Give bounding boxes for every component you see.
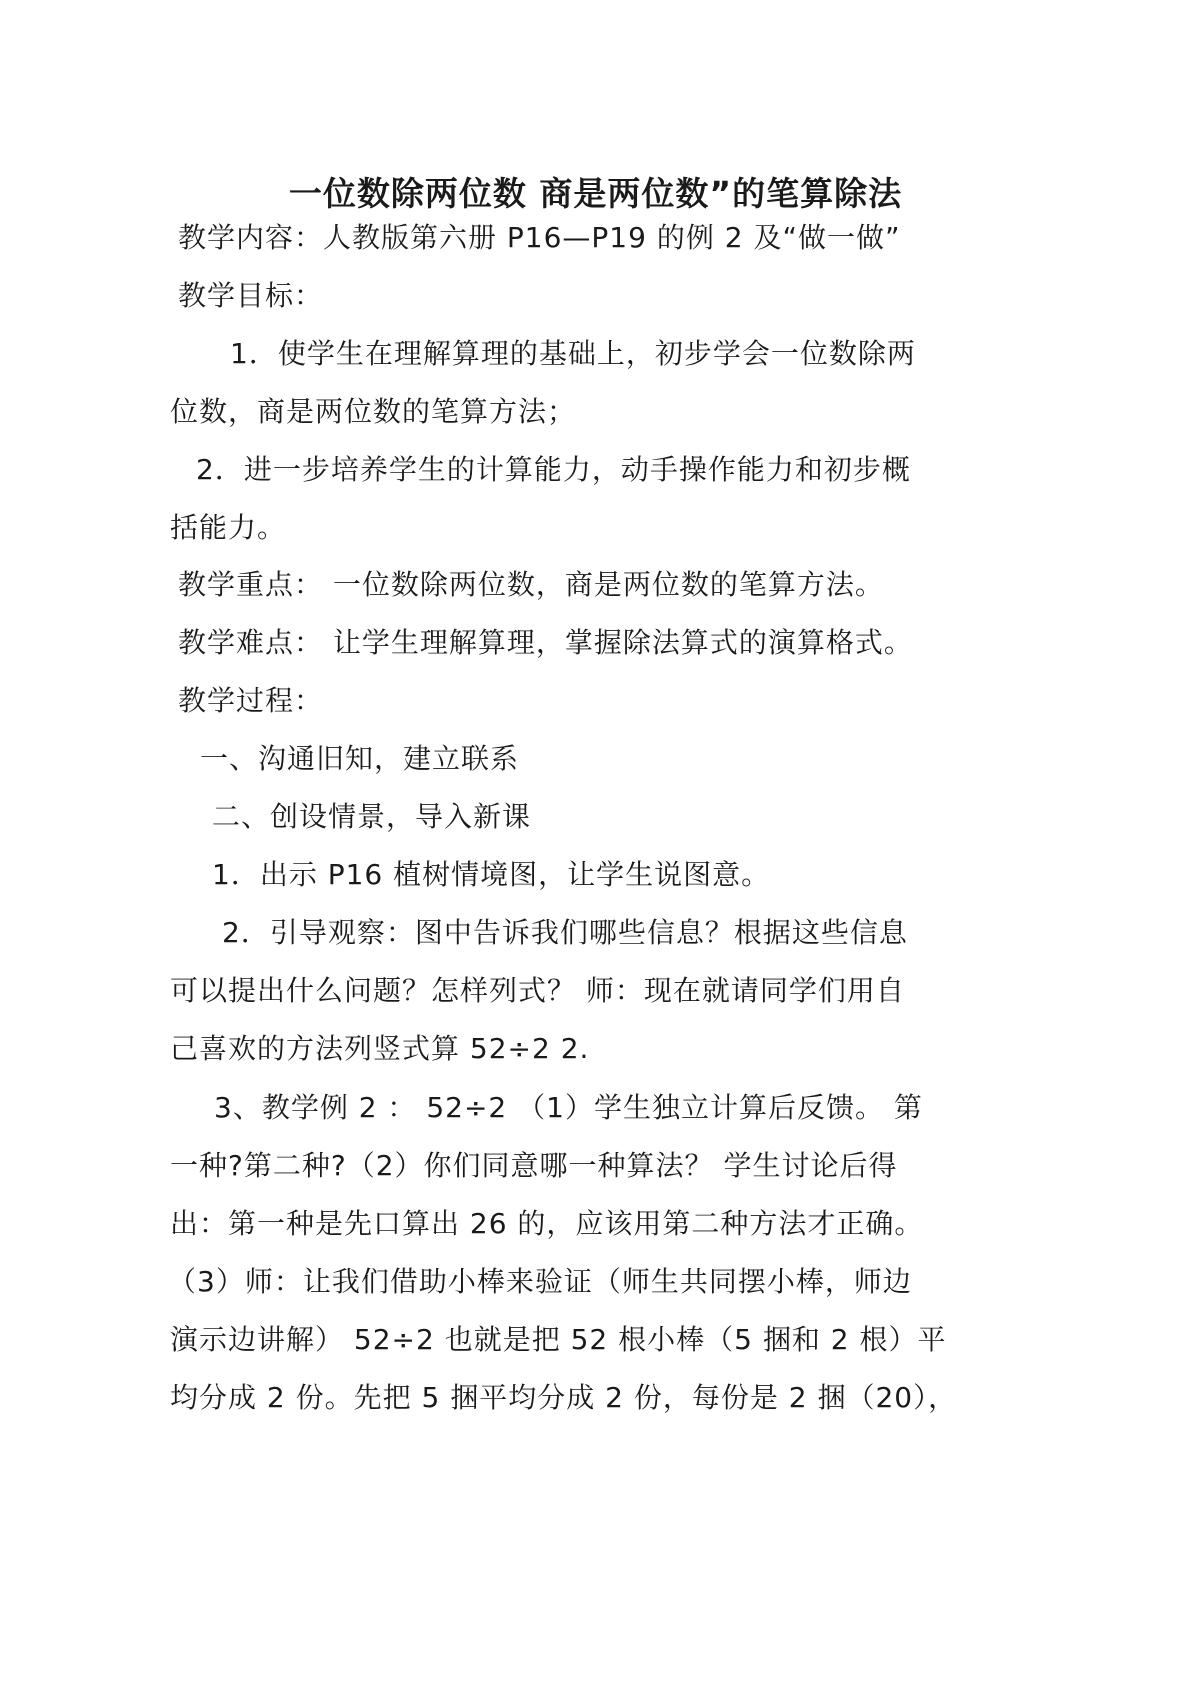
- text-line: 括能力。: [170, 511, 287, 544]
- text-line: 二、创设情景，导入新课: [212, 800, 532, 833]
- text-line: 己喜欢的方法列竖式算 52÷2 2.: [170, 1032, 590, 1065]
- text-line: 一、沟通旧知，建立联系: [200, 742, 520, 775]
- text-line: 教学重点： 一位数除两位数，商是两位数的笔算方法。: [178, 568, 884, 601]
- text-line: 均分成 2 份。先把 5 捆平均分成 2 份，每份是 2 捆（20），: [170, 1381, 958, 1414]
- text-line: （3）师：让我们借助小棒来验证（师生共同摆小棒，师边: [168, 1265, 912, 1298]
- document-title: 一位数除两位数 商是两位数”的笔算除法: [288, 174, 903, 213]
- text-line: 出：第一种是先口算出 26 的，应该用第二种方法才正确。: [170, 1207, 924, 1240]
- text-line: 教学内容：人教版第六册 P16—P19 的例 2 及“做一做”: [178, 221, 901, 254]
- text-line: 教学难点： 让学生理解算理，掌握除法算式的演算格式。: [178, 626, 913, 659]
- text-line: 2．引导观察：图中告诉我们哪些信息？根据这些信息: [222, 916, 908, 949]
- text-line: 教学过程：: [178, 684, 324, 717]
- text-line: 2．进一步培养学生的计算能力，动手操作能力和初步概: [196, 453, 911, 486]
- text-line: 3、教学例 2 ： 52÷2 （1）学生独立计算后反馈。 第: [214, 1091, 923, 1124]
- text-line: 1．使学生在理解算理的基础上，初步学会一位数除两: [230, 337, 916, 370]
- text-line: 一种?第二种?（2）你们同意哪一种算法？ 学生讨论后得: [170, 1149, 898, 1182]
- text-line: 演示边讲解） 52÷2 也就是把 52 根小棒（5 捆和 2 根）平: [170, 1323, 947, 1356]
- text-line: 可以提出什么问题？怎样列式？ 师：现在就请同学们用自: [170, 974, 905, 1007]
- text-line: 位数，商是两位数的笔算方法；: [170, 395, 577, 428]
- text-line: 教学目标：: [178, 279, 324, 312]
- text-line: 1．出示 P16 植树情境图，让学生说图意。: [212, 858, 771, 891]
